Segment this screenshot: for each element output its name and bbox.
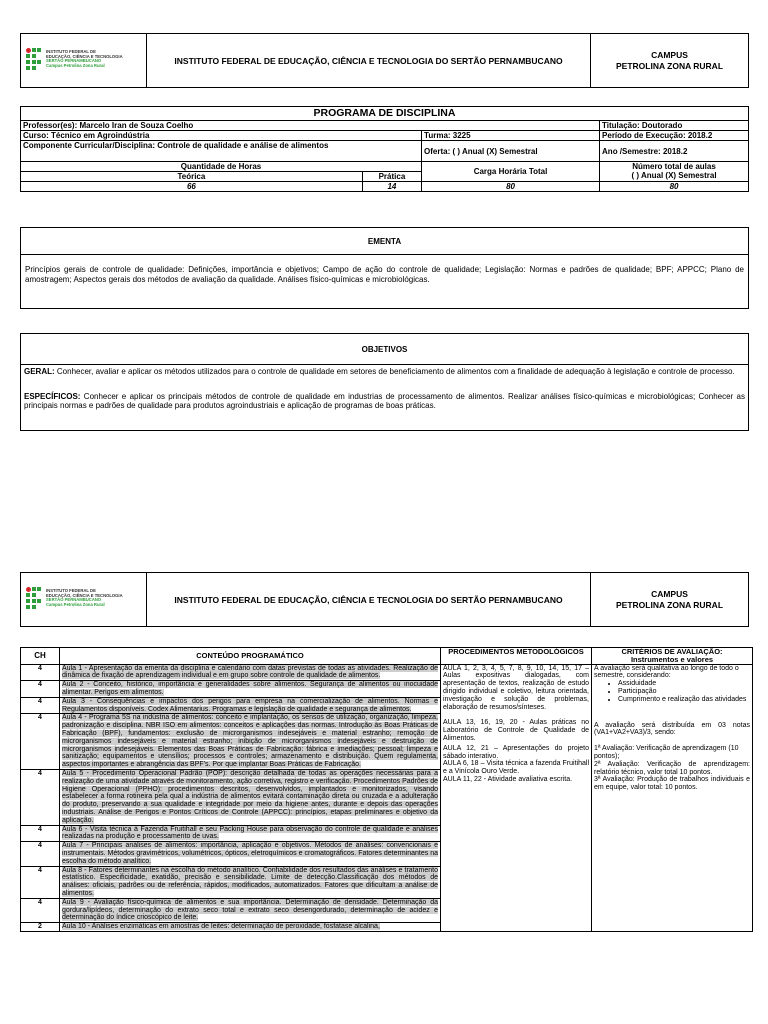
logo-icon bbox=[26, 48, 42, 72]
crit-dist: A avaliação será distribuída em 03 notas (VA1+VA2+VA3)/3, sendo: bbox=[594, 721, 750, 737]
col-conteudo: CONTEÚDO PROGRAMÁTICO bbox=[60, 648, 441, 665]
objetivos-title: OBJETIVOS bbox=[21, 334, 748, 365]
proc-block: AULA 12, 21 – Apresentações do projeto sábado interativo. bbox=[443, 744, 589, 760]
pratica-value: 14 bbox=[362, 182, 421, 192]
oferta: Oferta: ( ) Anual (X) Semestral bbox=[422, 141, 600, 162]
institute-name: INSTITUTO FEDERAL DE EDUCAÇÃO, CIÊNCIA E TECNOLOGIA DO SERTÃO PERNAMBUCANO bbox=[174, 594, 563, 605]
ch-value: 4 bbox=[21, 898, 60, 922]
criterios-cell bbox=[592, 664, 753, 931]
institute-logo bbox=[21, 34, 147, 87]
crit-3: 3ª Avaliação: Produção de trabalhos individuais e em equipe, valor total: 10 pontos. bbox=[594, 776, 750, 792]
numero-aulas-value: 80 bbox=[600, 182, 749, 192]
objetivos-especificos: ESPECÍFICOS: Conhecer e aplicar os principais métodos de controle de qualidade em industrias de processamento de alimentos. Realizar análises físico-químicas e microbiológicas; Conhecer as principais normas e padrões de qualidade para produtos agroindustriais e aplicação de programas de boas práticas. bbox=[24, 391, 745, 410]
programa-title: PROGRAMA DE DISCIPLINA bbox=[21, 107, 749, 121]
curso: Curso: Técnico em Agroindústria bbox=[21, 131, 422, 141]
col-procedimentos: PROCEDIMENTOS METODOLÓGICOS bbox=[441, 648, 592, 665]
numero-aulas-label: Número total de aulas ( ) Anual (X) Semestral bbox=[600, 162, 749, 182]
carga-total-value: 80 bbox=[422, 182, 600, 192]
conteudo-row: Aula 4 - Programa 5S na indústria de alimentos: conceito e implantação, os sensos de utilização, organização, limpeza, padronização e disciplina. NBR ISO em alimentos: conceitos e aplicações das normas. Introdução às Boas Práticas de Fabricação (BPF), fundamentos: exclusão de microrganismos indesejáveis e material estranho; remoção de microrganismos indesejáveis e material estranho; inibição de microrganismos indesejáveis e destruição de microrganismos indesejáveis. Elementos das Boas Práticas de Fabricação: fábrica e imediações; pessoal; limpeza e sanitização; equipamentos e utensílios; processos e controles; armazenamento e distribuição. Quem regulamenta, aspectos importantes e abrangência das BPF's. Por que implantar Boas Práticas de Fabricação. bbox=[62, 714, 438, 769]
ch-value: 4 bbox=[21, 714, 60, 770]
conteudo-row: Aula 5 - Procedimento Operacional Padrão (POP): descrição detalhada de todas as operações necessárias para a realização de uma atividade através de monitoramento, ação corretiva, registro e verificação. Procedimentos Padrões de Higiene Operacional (PPHO): procedimentos descritos, desenvolvidos, implantados e monitorizados, visando estabelecer a forma rotineira pela qual a indústria de alimentos evitará contaminação direta ou cruzada e a adulteração do produto, preservando a sua qualidade e integridade por meio da higiene antes, durante e depois das operações industriais. Análise de Perigos e Pontos Críticos de Controle (APPCC): princípios, etapas preliminares e objetivo da aplicação. bbox=[62, 769, 438, 824]
pratica-label: Prática bbox=[362, 172, 421, 182]
ch-value: 4 bbox=[21, 769, 60, 825]
conteudo-row: Aula 9 - Avaliação físico-química de alimentos e sua importância. Determinação de densidade. Determinação da gordura/lipídeos, determinação do extrato seco total e extrato seco desengordurado, determinação de acidez e determinação do índice crioscópico de leite. bbox=[62, 898, 438, 922]
periodo: Período de Execução: 2018.2 bbox=[600, 131, 749, 141]
conteudo-table bbox=[20, 647, 753, 1024]
campus-label: CAMPUS PETROLINA ZONA RURAL bbox=[590, 573, 748, 626]
conteudo-row: Aula 6 - Visita técnica à Fazenda Fruitihall e seu Packing House para observação do controle de qualidade e análises realizadas na produção e processamento de uvas. bbox=[62, 825, 438, 841]
proc-block: AULA 6, 18 – Visita técnica a fazenda Fruitihall e a Vinícola Ouro Verde. bbox=[443, 760, 589, 776]
institute-name: INSTITUTO FEDERAL DE EDUCAÇÃO, CIÊNCIA E TECNOLOGIA DO SERTÃO PERNAMBUCANO bbox=[174, 55, 563, 66]
crit-list: • Assiduidade • Participação • Cumprimento e realização das atividades bbox=[594, 680, 750, 703]
ch-value: 4 bbox=[21, 825, 60, 842]
carga-total-label: Carga Horária Total bbox=[422, 162, 600, 182]
logo-text: INSTITUTO FEDERAL DE EDUCAÇÃO, CIÊNCIA E TECNOLOGIA SERTÃO PERNAMBUCANO Campus Petrolina Zona Rural bbox=[46, 588, 123, 607]
professor: Professor(es): Marcelo Iran de Souza Coelho bbox=[21, 121, 600, 131]
conteudo-row: Aula 2 - Conceito, histórico, importância e generalidades sobre alimentos. Segurança de alimentos ou inocuidade alimentar. Perigos em alimentos. bbox=[62, 681, 438, 696]
procedimentos-cell bbox=[441, 664, 592, 931]
ementa-title: EMENTA bbox=[21, 228, 748, 255]
ano-semestre: Ano /Semestre: 2018.2 bbox=[600, 141, 749, 162]
teorica-label: Teórica bbox=[21, 172, 363, 182]
ch-value: 4 bbox=[21, 842, 60, 866]
conteudo-row: Aula 3 - Consequências e impactos dos perigos para empresa na comercialização de alimentos. Normas e Regulamentos disponíveis. Codex Alimentarius. Programas e legislação de qualidade e segurança de alimentos. bbox=[62, 697, 438, 713]
ch-value: 2 bbox=[21, 923, 60, 932]
ch-value: 4 bbox=[21, 681, 60, 698]
crit-2: 2ª Avaliação: Verificação de aprendizagem: relatório técnico, valor total 10 pontos. bbox=[594, 760, 750, 776]
proc-block: AULA 1, 2, 3, 4, 5, 7, 8, 9, 10, 14, 15, 17 – Aulas expositivas dialogadas, com apresentação de textos, realização de estudo dirigido individual e coletivo, leitura orientada, investigação e solução de problemas, elaboração de resumos/sínteses. bbox=[443, 664, 589, 711]
teorica-value: 66 bbox=[21, 182, 363, 192]
ch-value: 4 bbox=[21, 697, 60, 714]
logo-text: INSTITUTO FEDERAL DE EDUCAÇÃO, CIÊNCIA E TECNOLOGIA SERTÃO PERNAMBUCANO Campus Petrolina Zona Rural bbox=[46, 49, 123, 68]
conteudo-row: Aula 10 - Análises enzimáticas em amostras de leites: determinação de peroxidade, fosfatase alcalina, bbox=[62, 923, 380, 931]
ch-value: 4 bbox=[21, 664, 60, 681]
objetivo-geral: GERAL: Conhecer, avaliar e aplicar os métodos utilizados para o controle de qualidade em setores de beneficiamento de alimentos com a finalidade de adequação à legislação e controle de processo. bbox=[24, 367, 735, 376]
institute-logo bbox=[21, 573, 147, 626]
conteudo-row: Aula 7 - Principais análises de alimentos: importância, aplicação e objetivos. Métodos de análises: convencionais e instrumentais. Métodos gravimétricos, volumétricos, ópticos, eletroquímicos e cromatográficos. Fatores determinantes na escolha do método analítico. bbox=[62, 842, 438, 865]
conteudo-row: Aula 1 - Apresentação da ementa da disciplina e calendário com datas previstas de todas as atividades. Realização de dinâmica de fixação de aprendizagem individual e em grupo sobre controle de qualidade de alimentos. bbox=[62, 664, 438, 680]
ementa-box bbox=[20, 227, 749, 309]
col-criterios: CRITÉRIOS DE AVALIAÇÃO: Instrumentos e valores bbox=[592, 648, 753, 665]
quantidade-horas-label: Quantidade de Horas bbox=[21, 162, 422, 172]
crit-intro: A avaliação será qualitativa ao longo de todo o semestre, considerando: bbox=[594, 664, 739, 680]
ementa-text: Princípios gerais de controle de qualidade: Definições, importância e objetivos; Campo de ação do controle de qualidade; Legislação: Normas e padrões de qualidade; BPF; APPCC; Plano de amostragem; Aspectos gerais dos métodos de avaliação da qualidade. Análises físico-químicas e microbiológicas. bbox=[25, 265, 744, 284]
header-second bbox=[20, 572, 749, 627]
proc-block: AULA 13, 16, 19, 20 - Aulas práticas no Laboratório de Controle de Qualidade de Alimentos. bbox=[443, 719, 589, 742]
programa-table bbox=[20, 106, 749, 192]
campus-label: CAMPUS PETROLINA ZONA RURAL bbox=[590, 34, 748, 87]
objetivos-box bbox=[20, 333, 749, 431]
logo-icon bbox=[26, 587, 42, 611]
header-top bbox=[20, 33, 749, 88]
titulacao: Titulação: Doutorado bbox=[600, 121, 749, 131]
proc-block: AULA 11, 22 - Atividade avaliativa escrita. bbox=[443, 775, 573, 783]
conteudo-row: Aula 8 - Fatores determinantes na escolha do método analítico. Confiabilidade dos resultados das análises e tratamento estatístico. Especificidade, exatidão, precisão e sensibilidade. Limite de detecção.Classificação dos métodos de análises: oficiais, padrões ou de referência, rápidos, modificados, automatizados. Fatores que dificultam a análise de alimentos. bbox=[62, 866, 438, 897]
turma: Turma: 3225 bbox=[422, 131, 600, 141]
componente: Componente Curricular/Disciplina: Controle de qualidade e análise de alimentos bbox=[21, 141, 422, 162]
col-ch: CH bbox=[21, 648, 60, 665]
crit-1: 1ª Avaliação: Verificação de aprendizagem (10 pontos); bbox=[594, 745, 739, 760]
ch-value: 4 bbox=[21, 866, 60, 898]
